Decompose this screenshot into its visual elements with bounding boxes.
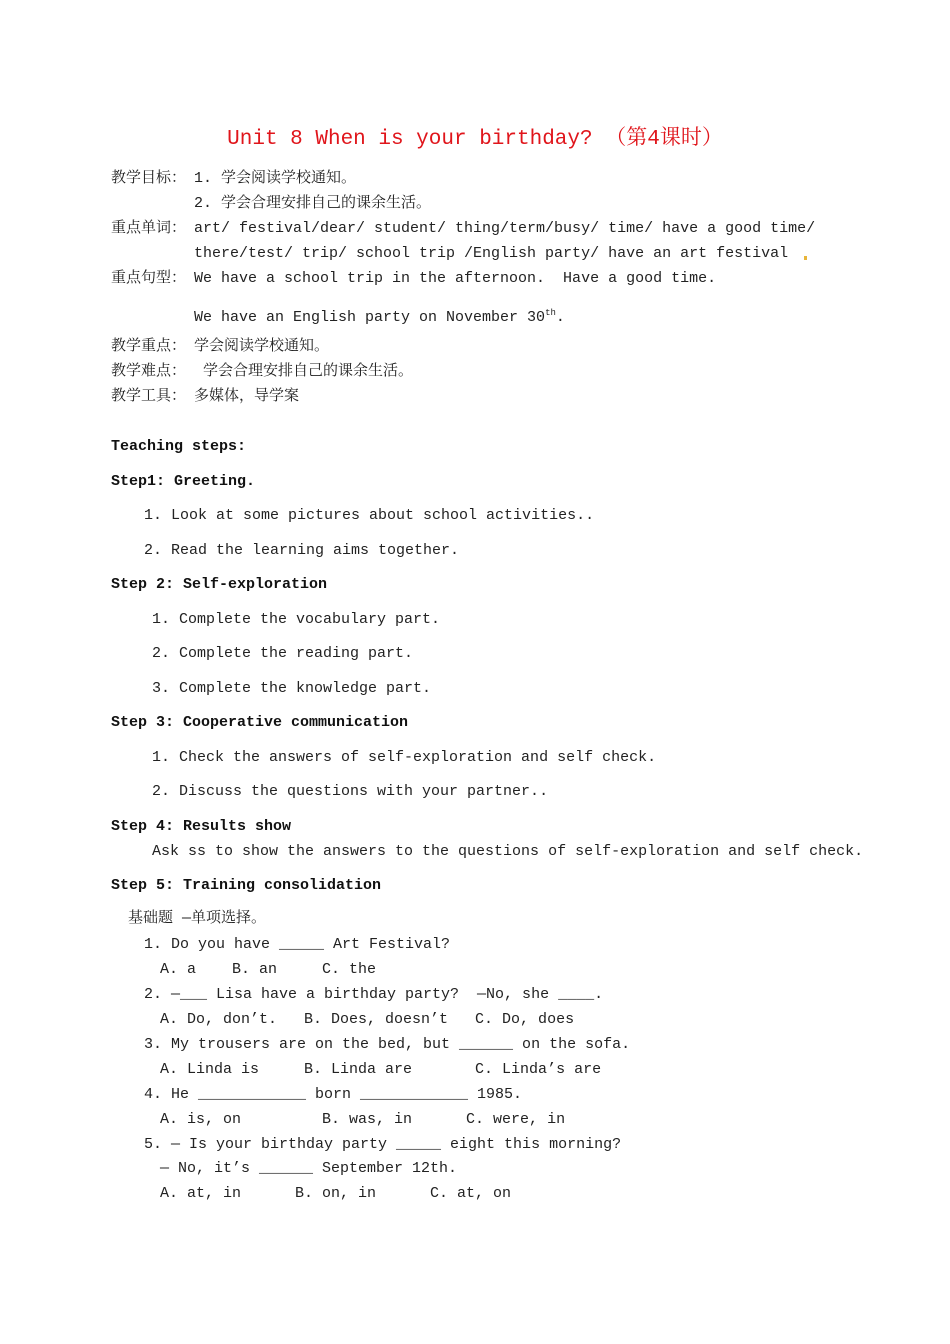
step-item: 2. Read the learning aims together. [144, 542, 460, 559]
objectives-label: 教学目标： [111, 170, 187, 187]
options: A. Linda is B. Linda are C. Linda’s are [160, 1061, 602, 1078]
edit-mark [804, 256, 807, 260]
options: A. a B. an C. the [160, 961, 377, 978]
objective-item: 2. 学会合理安排自己的课余生活。 [194, 195, 432, 212]
objective-item: 1. 学会阅读学校通知。 [194, 170, 357, 187]
step-heading: Step 2: Self-exploration [111, 576, 328, 593]
key-words-line: art/ festival/dear/ student/ thing/term/busy/ time/ have a good time/ [194, 220, 816, 237]
options: A. Do, don’t. B. Does, doesn’t C. Do, does [160, 1011, 575, 1028]
step-heading: Step1: Greeting. [111, 473, 256, 490]
options: A. is, on B. was, in C. were, in [160, 1111, 566, 1128]
step-heading: Step 4: Results show [111, 818, 292, 835]
period: . [555, 309, 565, 326]
focus-text: 学会阅读学校通知。 [194, 338, 330, 355]
key-words-line: there/test/ trip/ school trip /English party/ have an art festival [194, 245, 789, 262]
teaching-steps-heading: Teaching steps: [111, 438, 247, 455]
question: 3. My trousers are on the bed, but ______ on the sofa. [144, 1036, 631, 1053]
difficulty-text: 学会合理安排自己的课余生活。 [194, 363, 414, 380]
tools-label: 教学工具： [111, 388, 187, 405]
question: 2. —___ Lisa have a birthday party? —No, she ____. [144, 986, 604, 1003]
key-sentence [194, 304, 565, 327]
step-heading: Step 3: Cooperative communication [111, 714, 409, 731]
options: A. at, in B. on, in C. at, on [160, 1185, 512, 1202]
key-sentence: We have a school trip in the afternoon. Have a good time. [194, 270, 717, 287]
difficulty-label: 教学难点： [111, 363, 187, 380]
exercise-label: 基础题 —单项选择。 [128, 910, 267, 927]
step-item: Ask ss to show the answers to the questions of self-exploration and self check. [152, 843, 864, 860]
question: 5. — Is your birthday party _____ eight this morning? [144, 1136, 622, 1153]
key-sentences-label: 重点句型： [111, 270, 187, 287]
step-item: 3. Complete the knowledge part. [152, 680, 432, 697]
key-words-label: 重点单词： [111, 220, 187, 237]
superscript: th [545, 308, 556, 318]
question: 1. Do you have _____ Art Festival? [144, 936, 451, 953]
step-item: 1. Complete the vocabulary part. [152, 611, 441, 628]
question: 4. He ____________ born ____________ 1985. [144, 1086, 523, 1103]
key-sentence-text: We have an English party on November 30 [194, 309, 546, 326]
step-item: 2. Discuss the questions with your partner.. [152, 783, 549, 800]
focus-label: 教学重点： [111, 338, 187, 355]
tools-text: 多媒体，导学案 [194, 388, 300, 405]
step-item: 2. Complete the reading part. [152, 645, 414, 662]
step-item: 1. Look at some pictures about school activities.. [144, 507, 595, 524]
step-item: 1. Check the answers of self-exploration and self check. [152, 749, 657, 766]
step-heading: Step 5: Training consolidation [111, 877, 382, 894]
question-reply: — No, it’s ______ September 12th. [160, 1160, 458, 1177]
document-title: Unit 8 When is your birthday? （第4课时） [227, 128, 723, 151]
